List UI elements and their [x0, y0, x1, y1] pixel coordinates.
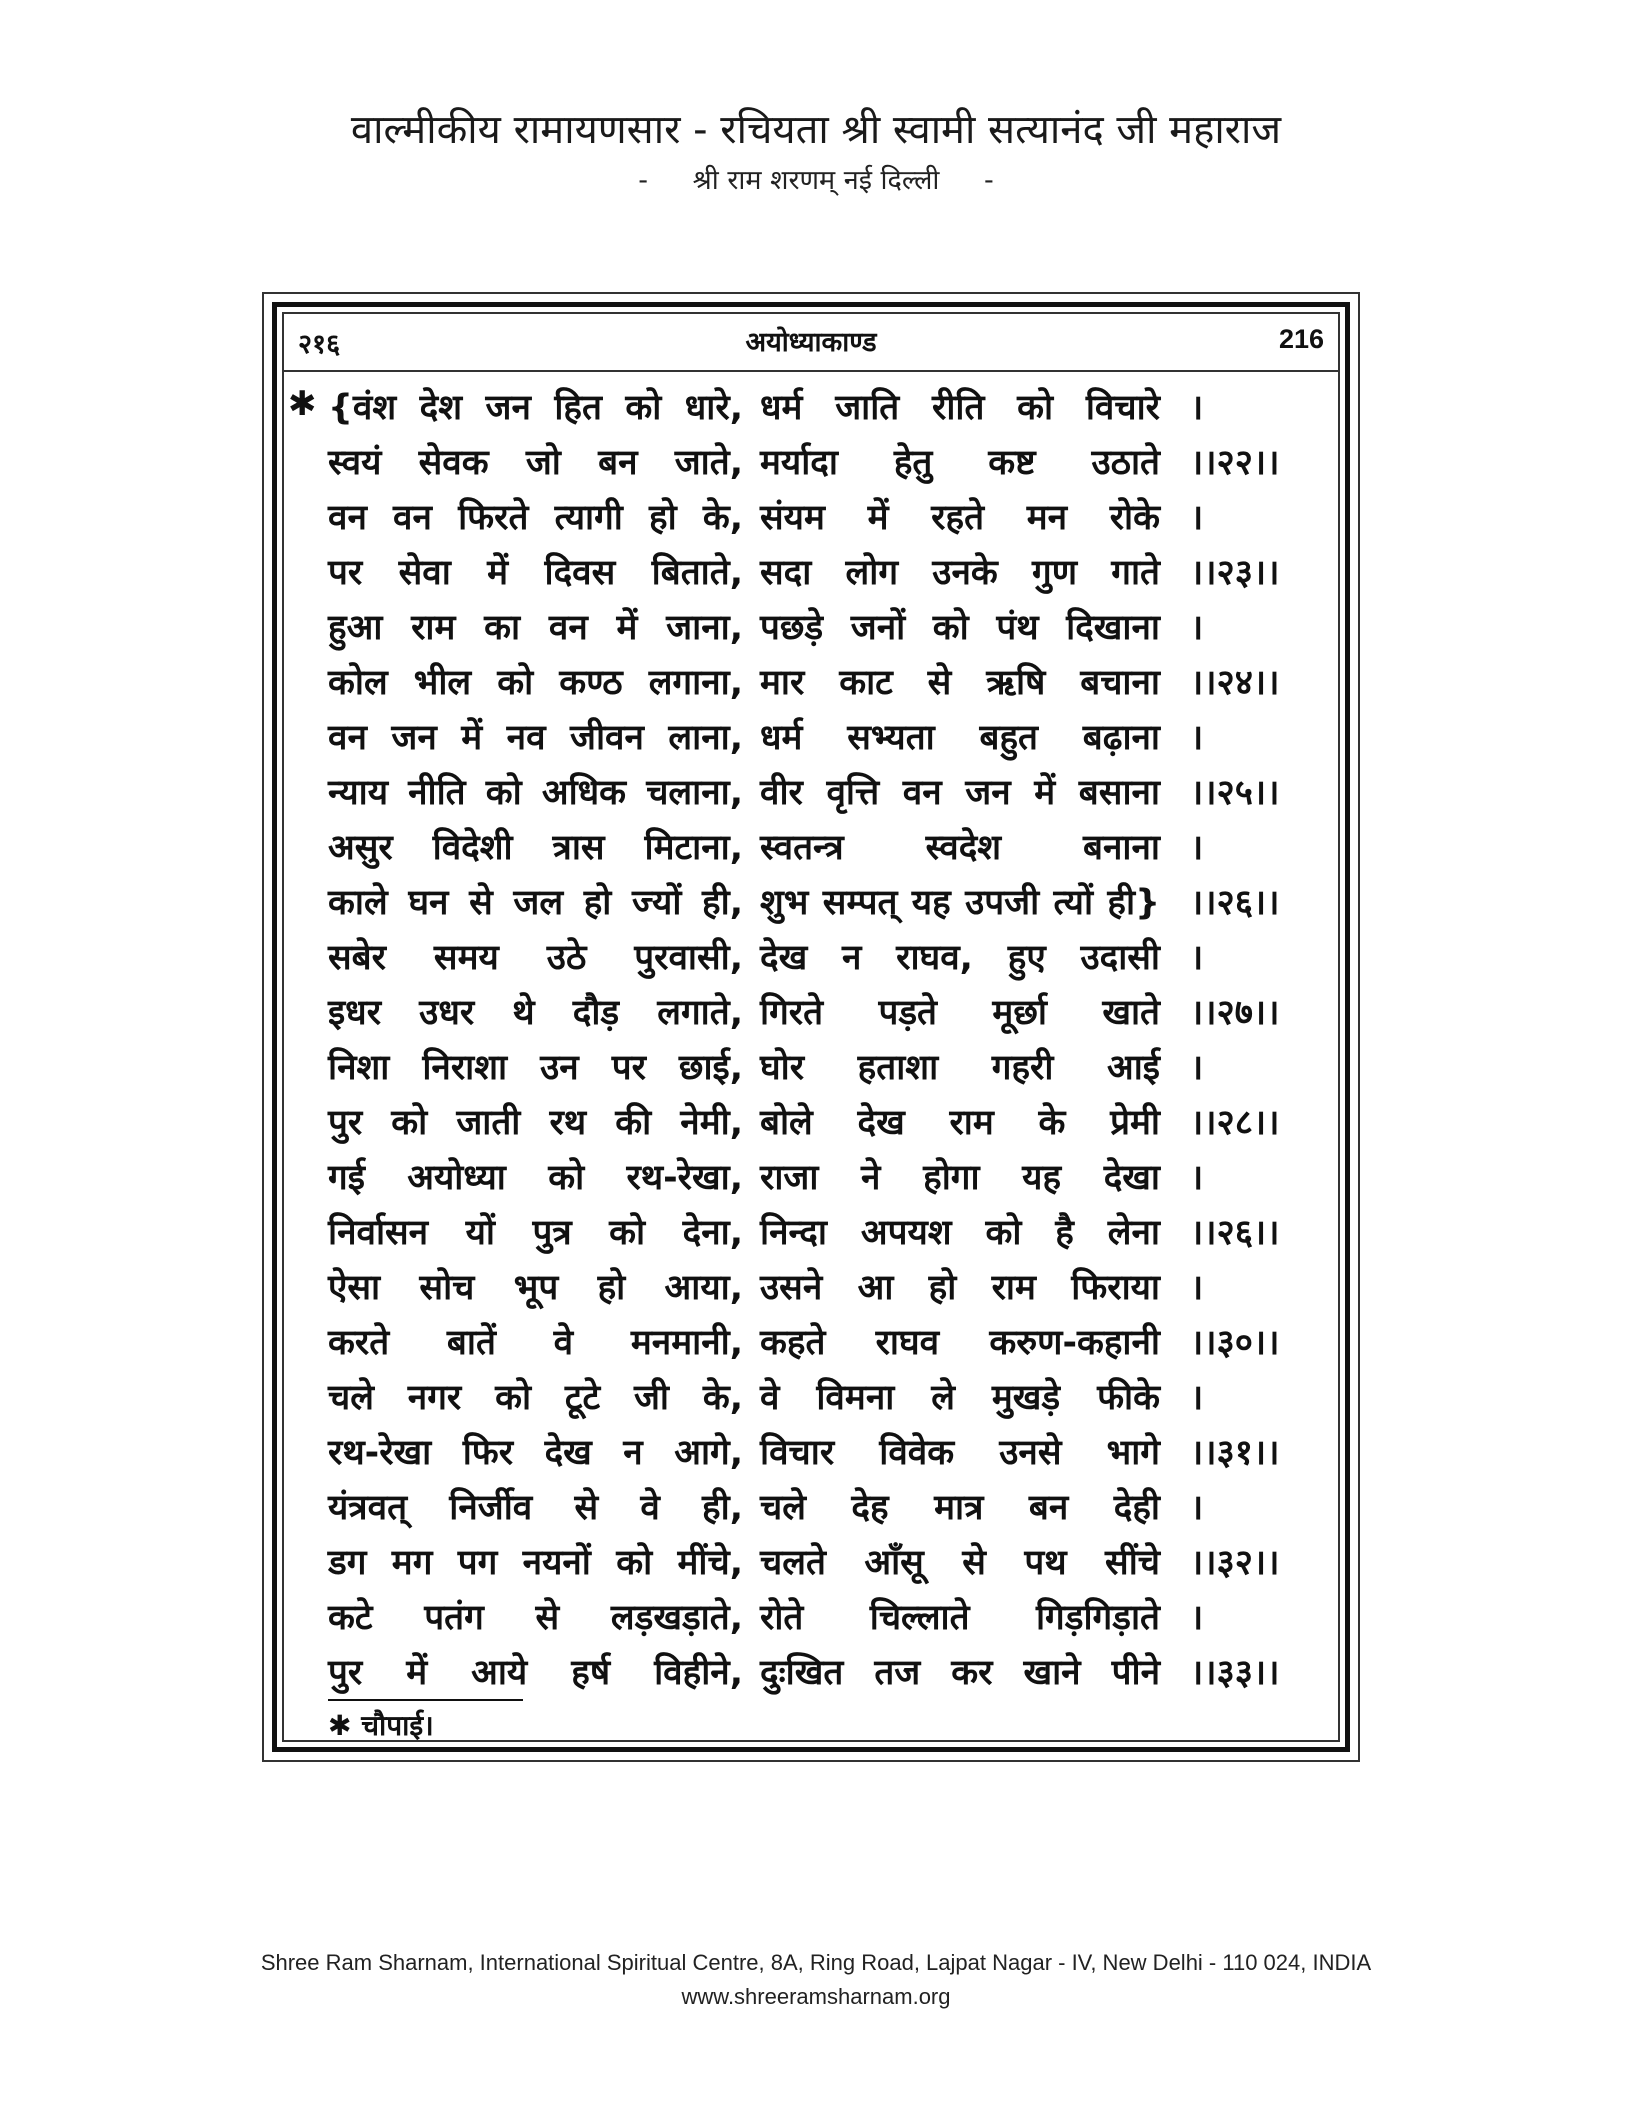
footer-address: Shree Ram Sharnam, International Spiritual Centre, 8A, Ring Road, Lajpat Nagar - IV, New Delhi - 110 024, INDIA	[260, 1950, 1372, 1975]
verse-second-half: धर्म जाति रीति को विचारे	[760, 388, 1160, 428]
section-title: अयोध्याकाण्ड	[745, 327, 877, 358]
verse-first-half: डग मग पग नयनों को मींचे,	[328, 1543, 743, 1583]
verse-line	[284, 1478, 1338, 1533]
verse-first-half: स्वयं सेवक जो बन जाते,	[328, 443, 743, 483]
footnote-divider	[328, 1699, 523, 1701]
verse-first-half: कोल भील को कण्ठ लगाना,	[328, 663, 743, 703]
verse-line	[284, 433, 1338, 488]
subtitle-dash-left: -	[638, 165, 649, 196]
verse-line	[284, 1258, 1338, 1313]
verse-line	[284, 1038, 1338, 1093]
verse-number: ।।३२।।	[1190, 1543, 1280, 1583]
verse-second-half: वीर वृत्ति वन जन में बसाना	[760, 773, 1160, 813]
verse-second-half: दुःखित तज कर खाने पीने	[760, 1653, 1160, 1693]
verse-marker: ✱	[288, 384, 317, 424]
verse-first-half: करते बातें वे मनमानी,	[328, 1323, 743, 1363]
verse-number: ।	[1190, 1488, 1204, 1528]
verse-second-half: वे विमना ले मुखड़े फीके	[760, 1378, 1160, 1418]
verse-second-half: चलते आँसू से पथ सींचे	[760, 1543, 1160, 1583]
verse-list	[284, 378, 1338, 1698]
verse-first-half: पुर को जाती रथ की नेमी,	[328, 1103, 743, 1143]
verse-line	[284, 378, 1338, 433]
verse-first-half: निशा निराशा उन पर छाई,	[328, 1048, 743, 1088]
verse-number: ।।३०।।	[1190, 1323, 1280, 1363]
verse-number: ।।२८।।	[1190, 1103, 1280, 1143]
verse-line	[284, 763, 1338, 818]
verse-line	[284, 543, 1338, 598]
verse-first-half: न्याय नीति को अधिक चलाना,	[328, 773, 743, 813]
page-header	[284, 314, 1338, 372]
verse-first-half: वन जन में नव जीवन लाना,	[328, 718, 743, 758]
verse-second-half: राजा ने होगा यह देखा	[760, 1158, 1160, 1198]
verse-first-half: असुर विदेशी त्रास मिटाना,	[328, 828, 743, 868]
verse-first-half: ऐसा सोच भूप हो आया,	[328, 1268, 743, 1308]
verse-second-half: मर्यादा हेतु कष्ट उठाते	[760, 443, 1160, 483]
verse-first-half: काले घन से जल हो ज्यों ही,	[328, 883, 743, 923]
verse-line	[284, 873, 1338, 928]
verse-first-half: यंत्रवत् निर्जीव से वे ही,	[328, 1488, 743, 1528]
verse-number: ।	[1190, 388, 1204, 428]
verse-number: ।।२३।।	[1190, 553, 1280, 593]
verse-first-half: कटे पतंग से लड़खड़ाते,	[328, 1598, 743, 1638]
verse-second-half: चले देह मात्र बन देही	[760, 1488, 1160, 1528]
verse-second-half: धर्म सभ्यता बहुत बढ़ाना	[760, 718, 1160, 758]
verse-number: ।।२४।।	[1190, 663, 1280, 703]
verse-number: ।	[1190, 938, 1204, 978]
footer-website: www.shreeramsharnam.org	[681, 1984, 951, 2009]
document-title: वाल्मीकीय रामायणसार - रचियता श्री स्वामी सत्यानंद जी महाराज	[350, 107, 1282, 153]
verse-number: ।	[1190, 1598, 1204, 1638]
verse-second-half: शुभ सम्पत् यह उपजी त्यों ही}	[760, 883, 1160, 923]
verse-second-half: उसने आ हो राम फिराया	[760, 1268, 1160, 1308]
subtitle-dash-right: -	[983, 165, 994, 196]
verse-second-half: सदा लोग उनके गुण गाते	[760, 553, 1160, 593]
document-subtitle	[0, 160, 1632, 197]
subtitle-publisher: श्री राम शरणम् नई दिल्ली	[692, 165, 940, 196]
verse-line	[284, 1588, 1338, 1643]
verse-line	[284, 1093, 1338, 1148]
verse-second-half: गिरते पड़ते मूर्छा खाते	[760, 993, 1160, 1033]
verse-number: ।।२७।।	[1190, 993, 1280, 1033]
verse-number: ।।३१।।	[1190, 1433, 1280, 1473]
verse-first-half: {वंश देश जन हित को धारे,	[328, 388, 743, 428]
verse-first-half: सबेर समय उठे पुरवासी,	[328, 938, 743, 978]
verse-number: ।।२२।।	[1190, 443, 1280, 483]
verse-second-half: रोते चिल्लाते गिड़गिड़ाते	[760, 1598, 1160, 1638]
verse-second-half: घोर हताशा गहरी आई	[760, 1048, 1160, 1088]
verse-line	[284, 983, 1338, 1038]
verse-second-half: बोले देख राम के प्रेमी	[760, 1103, 1160, 1143]
verse-line	[284, 488, 1338, 543]
verse-second-half: देख न राघव, हुए उदासी	[760, 938, 1160, 978]
verse-line	[284, 818, 1338, 873]
verse-second-half: निन्दा अपयश को है लेना	[760, 1213, 1160, 1253]
verse-line	[284, 1203, 1338, 1258]
verse-number: ।	[1190, 1048, 1204, 1088]
verse-second-half: पछड़े जनों को पंथ दिखाना	[760, 608, 1160, 648]
verse-number: ।।२५।।	[1190, 773, 1280, 813]
verse-number: ।	[1190, 498, 1204, 538]
page-frame-border	[272, 302, 1350, 1752]
verse-first-half: वन वन फिरते त्यागी हो के,	[328, 498, 743, 538]
verse-first-half: पर सेवा में दिवस बिताते,	[328, 553, 743, 593]
verse-number: ।।२६।।	[1190, 883, 1280, 923]
verse-number: ।	[1190, 1158, 1204, 1198]
verse-line	[284, 598, 1338, 653]
verse-first-half: चले नगर को टूटे जी के,	[328, 1378, 743, 1418]
verse-line	[284, 1533, 1338, 1588]
verse-second-half: स्वतन्त्र स्वदेश बनाना	[760, 828, 1160, 868]
verse-number: ।	[1190, 608, 1204, 648]
verse-number: ।	[1190, 718, 1204, 758]
verse-second-half: मार काट से ऋषि बचाना	[760, 663, 1160, 703]
verse-first-half: पुर में आये हर्ष विहीने,	[328, 1653, 743, 1693]
verse-first-half: हुआ राम का वन में जाना,	[328, 608, 743, 648]
verse-line	[284, 1148, 1338, 1203]
verse-first-half: इधर उधर थे दौड़ लगाते,	[328, 993, 743, 1033]
verse-line	[284, 1313, 1338, 1368]
page-number: 216	[1278, 324, 1324, 354]
verse-second-half: संयम में रहते मन रोके	[760, 498, 1160, 538]
verse-line	[284, 1368, 1338, 1423]
page-number-hindi: २१६	[298, 329, 341, 360]
verse-line	[284, 708, 1338, 763]
page-content	[282, 312, 1340, 1742]
verse-second-half: कहते राघव करुण-कहानी	[760, 1323, 1160, 1363]
verse-number: ।	[1190, 1268, 1204, 1308]
page-frame	[262, 292, 1360, 1762]
verse-first-half: गई अयोध्या को रथ-रेखा,	[328, 1158, 743, 1198]
footnote: ✱ चौपाई।	[328, 1709, 434, 1742]
verse-first-half: रथ-रेखा फिर देख न आगे,	[328, 1433, 743, 1473]
verse-second-half: विचार विवेक उनसे भागे	[760, 1433, 1160, 1473]
verse-line	[284, 928, 1338, 983]
verse-number: ।	[1190, 828, 1204, 868]
verse-first-half: निर्वासन यों पुत्र को देना,	[328, 1213, 743, 1253]
verse-line	[284, 1423, 1338, 1478]
verse-number: ।	[1190, 1378, 1204, 1418]
verse-number: ।।२६।।	[1190, 1213, 1280, 1253]
verse-line	[284, 653, 1338, 708]
verse-line	[284, 1643, 1338, 1698]
verse-number: ।।३३।।	[1190, 1653, 1280, 1693]
